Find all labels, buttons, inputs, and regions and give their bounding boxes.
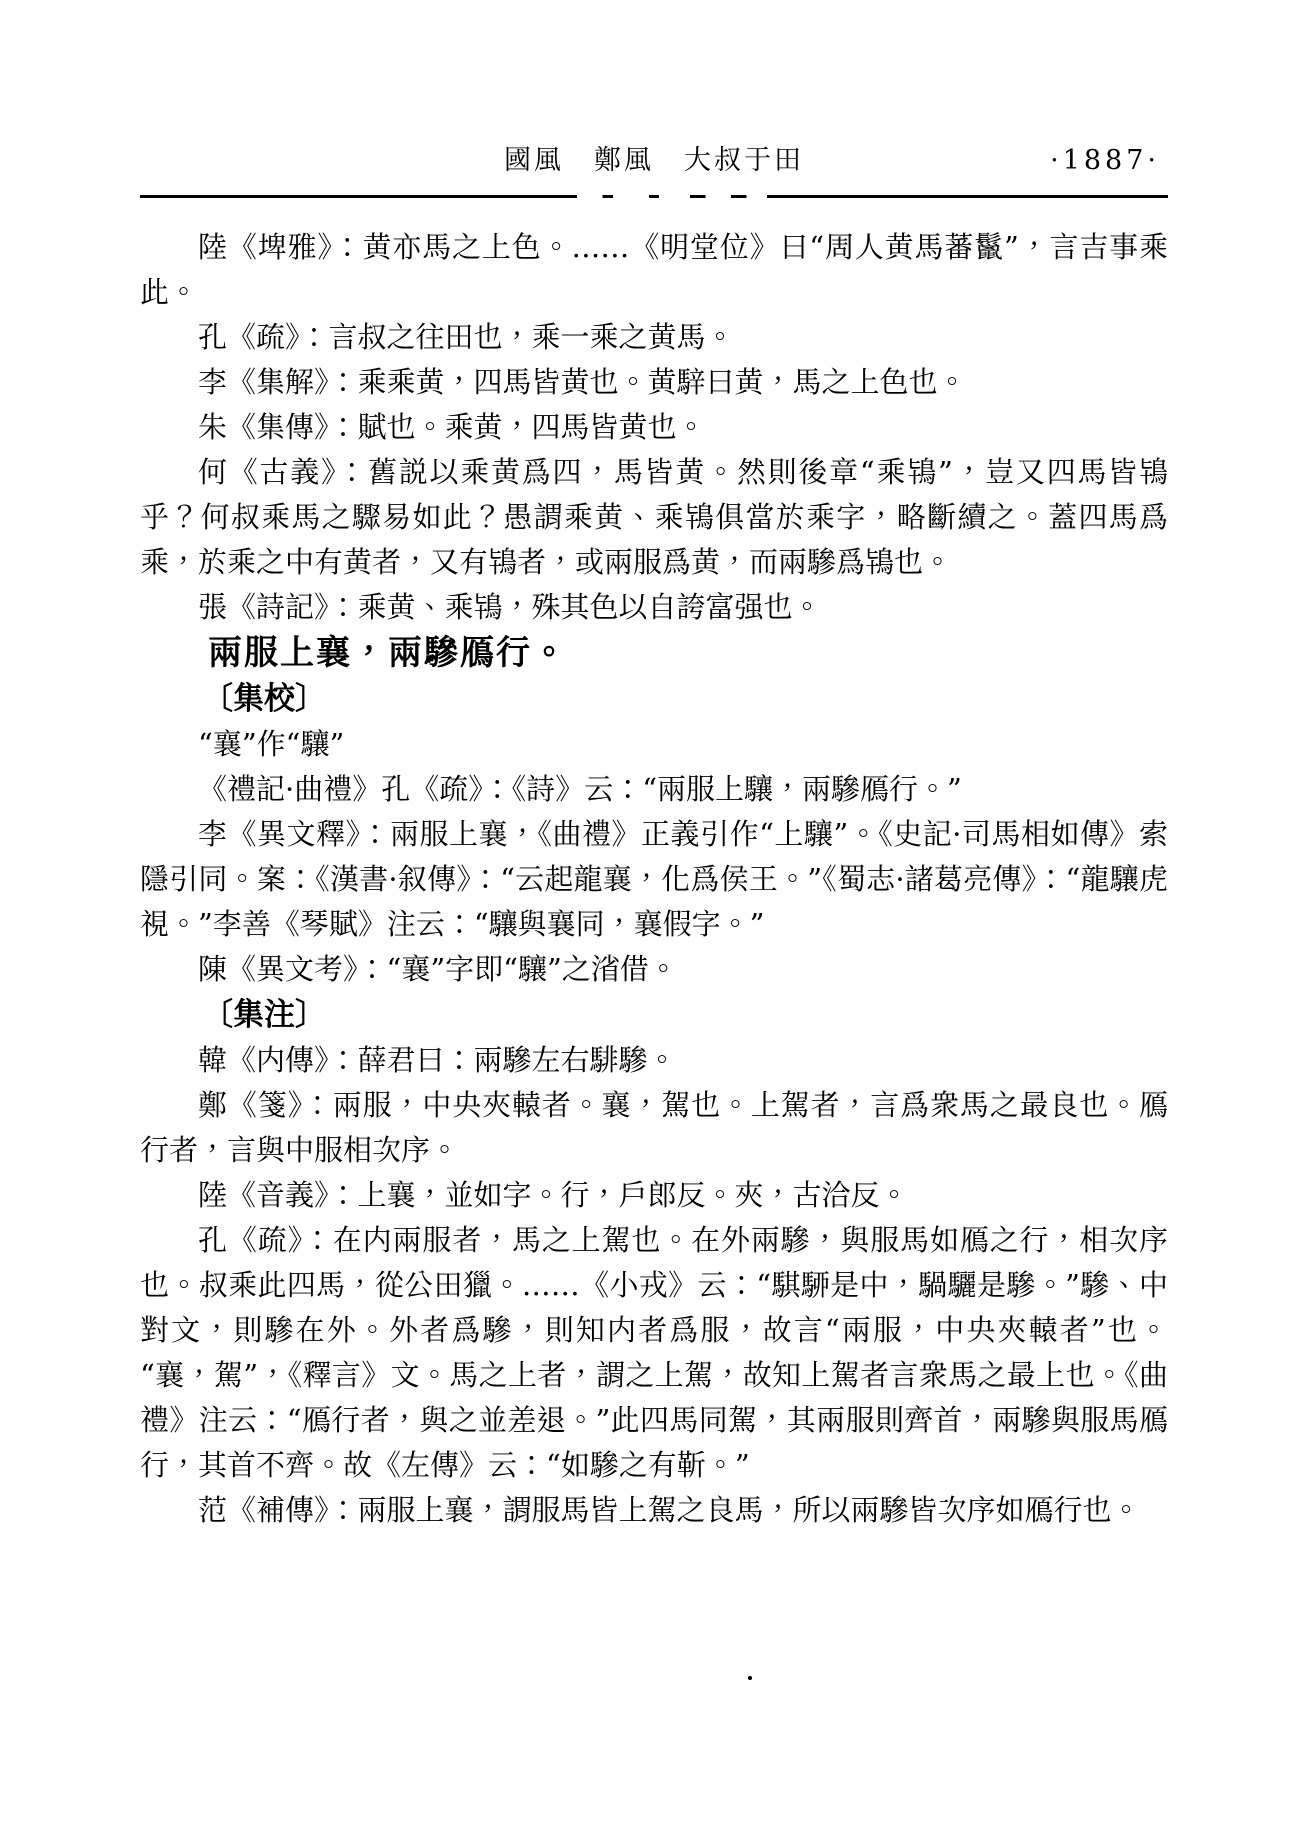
commentary-paragraph-zhang-shiji: 張《詩記》：乘黄、乘鴇，殊其色以自誇富强也。: [198, 590, 822, 624]
running-title: 國風 鄭風 大叔于田: [504, 145, 804, 176]
section-heading-jizhu: 〔集注〕: [202, 997, 326, 1033]
jixiao-paragraph-chen-yiwenkao: 陳《異文考》：“襄”字即“驤”之渻借。: [198, 952, 678, 986]
jizhu-paragraph-han-neizhuan: 韓《内傳》：薛君曰：兩驂左右騑驂。: [198, 1043, 677, 1077]
commentary-body: [140, 225, 1168, 1533]
commentary-paragraph-li-jijie: 李《集解》：乘乘黄，四馬皆黄也。黄騂曰黄，馬之上色也。: [198, 365, 967, 399]
page-number: ·1887·: [1050, 145, 1160, 176]
page-header: [140, 142, 1168, 180]
page-content: [140, 142, 1168, 1533]
header-rule: [140, 195, 1168, 198]
commentary-paragraph-kong-shu: 孔《疏》：言叔之往田也，乘一乘之黄馬。: [198, 320, 735, 354]
jizhu-paragraph-lu-yinyi: 陸《音義》：上襄，並如字。行，户郎反。夾，古洽反。: [198, 1178, 909, 1212]
jizhu-paragraph-zheng-jian: 鄭《箋》：兩服，中央夾轅者。襄，駕也。上駕者，言爲衆馬之最良也。鴈行者，言與中服相次序。: [140, 1088, 1168, 1167]
verse-heading: 兩服上襄，兩驂鴈行。: [208, 633, 568, 673]
jizhu-paragraph-fan-buzhuan: 范《補傳》：兩服上襄，謂服馬皆上駕之良馬，所以兩驂皆次序如鴈行也。: [198, 1493, 1141, 1527]
jixiao-paragraph-variant-note: “襄”作“驤”: [198, 727, 345, 761]
jixiao-paragraph-liji-quli: 《禮記·曲禮》孔《疏》：《詩》云：“兩服上驤，兩驂鴈行。”: [198, 772, 962, 806]
commentary-paragraph-he-guyi: 何《古義》：舊説以乘黄爲四，馬皆黄。然則後章“乘鴇”，豈又四馬皆鴇乎？何叔乘馬之驟易如此？愚謂乘黄、乘鴇俱當於乘字，略斷續之。蓋四馬爲乘，於乘之中有黄者，又有鴇者，或兩服爲黄，而兩驂爲鴇也。: [140, 455, 1168, 579]
commentary-paragraph-lu-piya: 陸《埤雅》：黄亦馬之上色。……《明堂位》曰“周人黄馬蕃鬣”，言吉事乘此。: [140, 230, 1168, 309]
jizhu-paragraph-kong-shu: 孔《疏》：在内兩服者，馬之上駕也。在外兩驂，與服馬如鴈之行，相次序也。叔乘此四馬，從公田獵。……《小戎》云：“騏駵是中，騧驪是驂。”驂、中對文，則驂在外。外者爲驂，則知内者爲服，故言“兩服，中央夾轅者”也。“襄，駕”，《釋言》文。馬之上者，謂之上駕，故知上駕者言衆馬之最上也。《曲禮》注云：“鴈行者，與之並差退。”此四馬同駕，其兩服則齊首，兩驂與服馬鴈行，其首不齊。故《左傳》云：“如驂之有靳。”: [140, 1223, 1168, 1482]
commentary-paragraph-zhu-jizhuan: 朱《集傳》：賦也。乘黄，四馬皆黄也。: [198, 410, 706, 444]
section-heading-jixiao: 〔集校〕: [202, 681, 326, 717]
ink-speck: [748, 1676, 752, 1680]
jixiao-paragraph-li-yiwenshi: 李《異文釋》：兩服上襄，《曲禮》正義引作“上驤”。《史記·司馬相如傳》索隱引同。案：《漢書·叙傳》：“云起龍襄，化爲侯王。”《蜀志·諸葛亮傳》：“龍驤虎視。”李善《琴賦》注云：“驤與襄同，襄假字。”: [140, 817, 1168, 941]
